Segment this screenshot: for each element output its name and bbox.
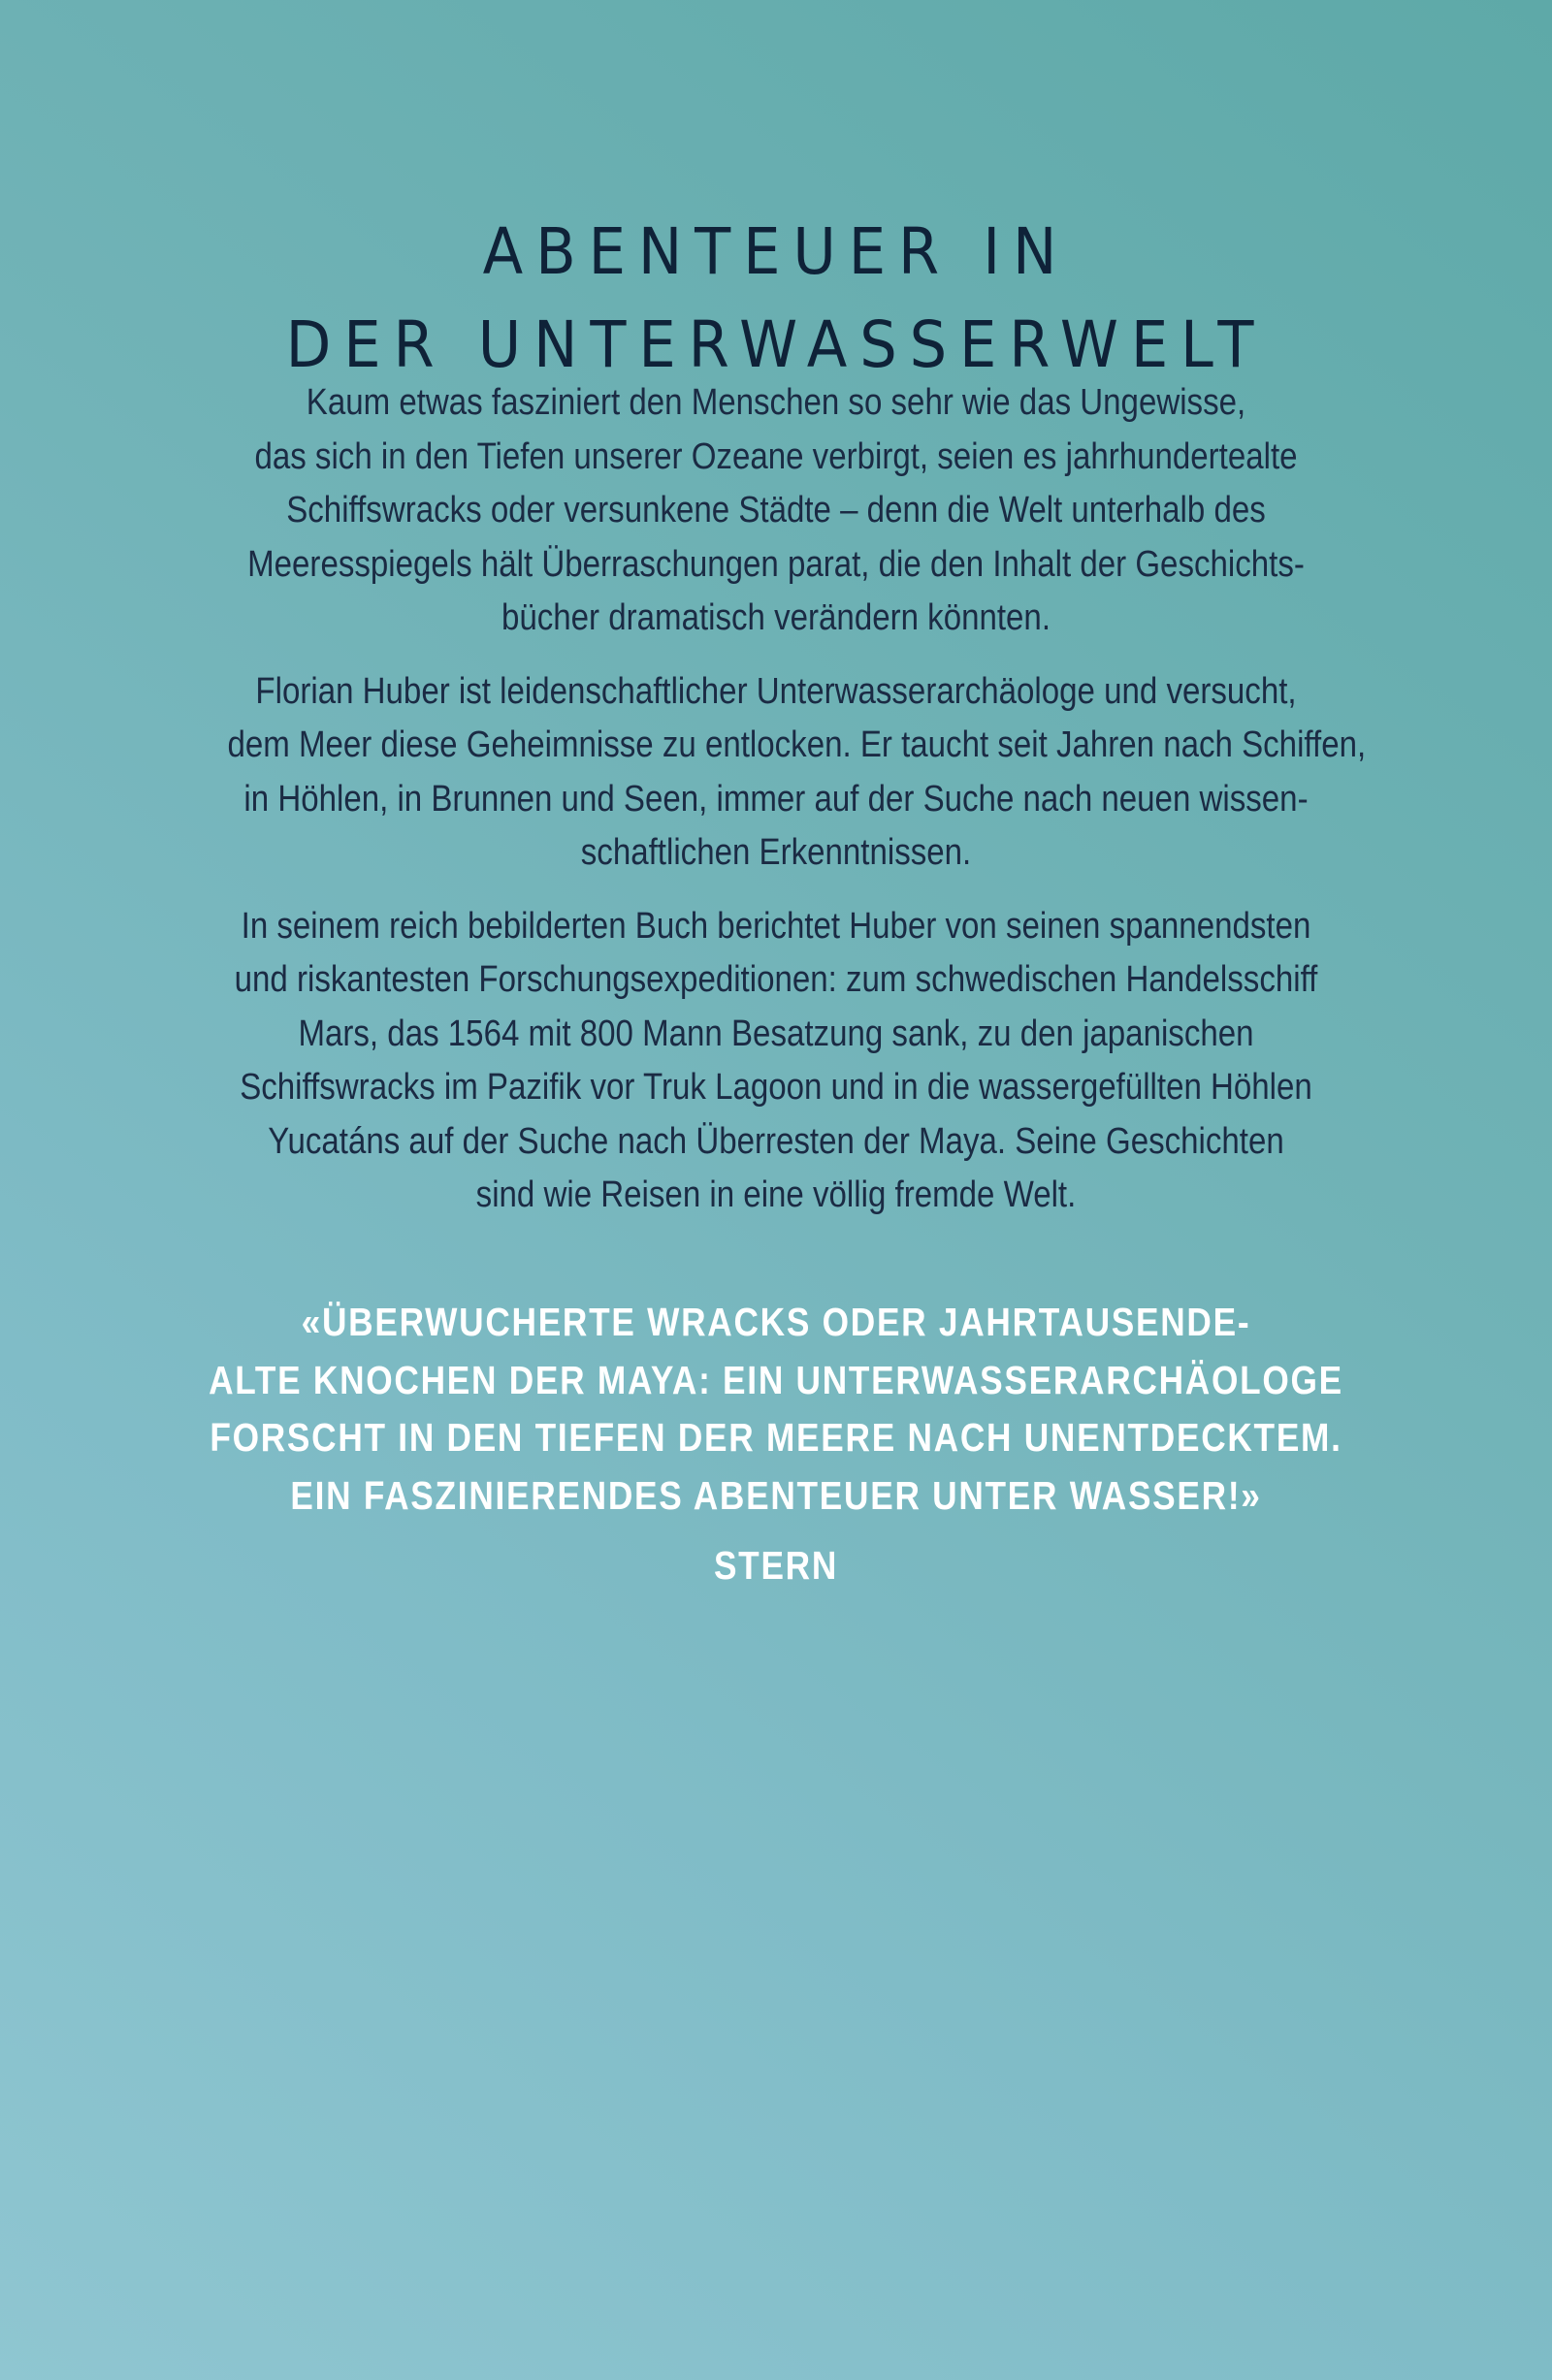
text-line: bücher dramatisch verändern könnten. [501,597,1051,638]
text-line: sind wie Reisen in eine völlig fremde Welt. [475,1174,1077,1215]
blurb-paragraph-2 [146,665,1406,881]
blurb-text [146,376,1406,1242]
text-line: das sich in den Tiefen unserer Ozeane verbirgt, seien es jahrhundertealte [254,435,1298,477]
text-line: Schiffswracks im Pazifik vor Truk Lagoon und in die wassergefüllten Höhlen [240,1067,1312,1108]
blurb-paragraph-1 [146,376,1406,646]
text-line: In seinem reich bebilderten Buch berichtet Huber von seinen spannendsten [241,905,1311,947]
text-line: Schiffswracks oder versunkene Städte – denn die Welt unterhalb des [286,490,1266,531]
text-line: dem Meer diese Geheimnisse zu entlocken. Er taucht seit Jahren nach Schiffen, [227,724,1367,765]
text-line: Kaum etwas fasziniert den Menschen so sehr wie das Ungewisse, [306,382,1246,423]
cover-title-line-2: DER UNTERWASSERWELT [285,307,1267,383]
text-line: schaftlichen Erkenntnissen. [580,832,972,873]
text-line: und riskantesten Forschungsexpeditionen: zum schwedischen Handelsschiff [234,959,1318,1000]
cover-title-line-1: ABENTEUER IN [482,214,1070,290]
press-quote [97,1294,1455,1525]
text-line: Yucatáns auf der Suche nach Überresten der Maya. Seine Geschichten [268,1120,1284,1162]
cover-title [62,206,1490,392]
text-line: Mars, das 1564 mit 800 Mann Besatzung sank, zu den japanischen [298,1013,1254,1054]
blurb-paragraph-3 [146,900,1406,1223]
quote-line: EIN FASZINIERENDES ABENTEUER UNTER WASSER!» [290,1472,1262,1518]
quote-line: «ÜBERWUCHERTE WRACKS ODER JAHRTAUSENDE- [301,1300,1251,1344]
text-line: Florian Huber ist leidenschaftlicher Unterwasserarchäologe und versucht, [255,670,1297,712]
text-line: Meeresspiegels hält Überraschungen parat, die den Inhalt der Geschichts- [247,543,1305,585]
quote-source: STERN [713,1543,839,1588]
quote-line: FORSCHT IN DEN TIEFEN DER MEERE NACH UNENTDECKTEM. [210,1415,1342,1460]
text-line: in Höhlen, in Brunnen und Seen, immer auf der Suche nach neuen wissen- [243,778,1309,820]
quote-line: ALTE KNOCHEN DER MAYA: EIN UNTERWASSERARCHÄOLOGE [209,1357,1343,1402]
